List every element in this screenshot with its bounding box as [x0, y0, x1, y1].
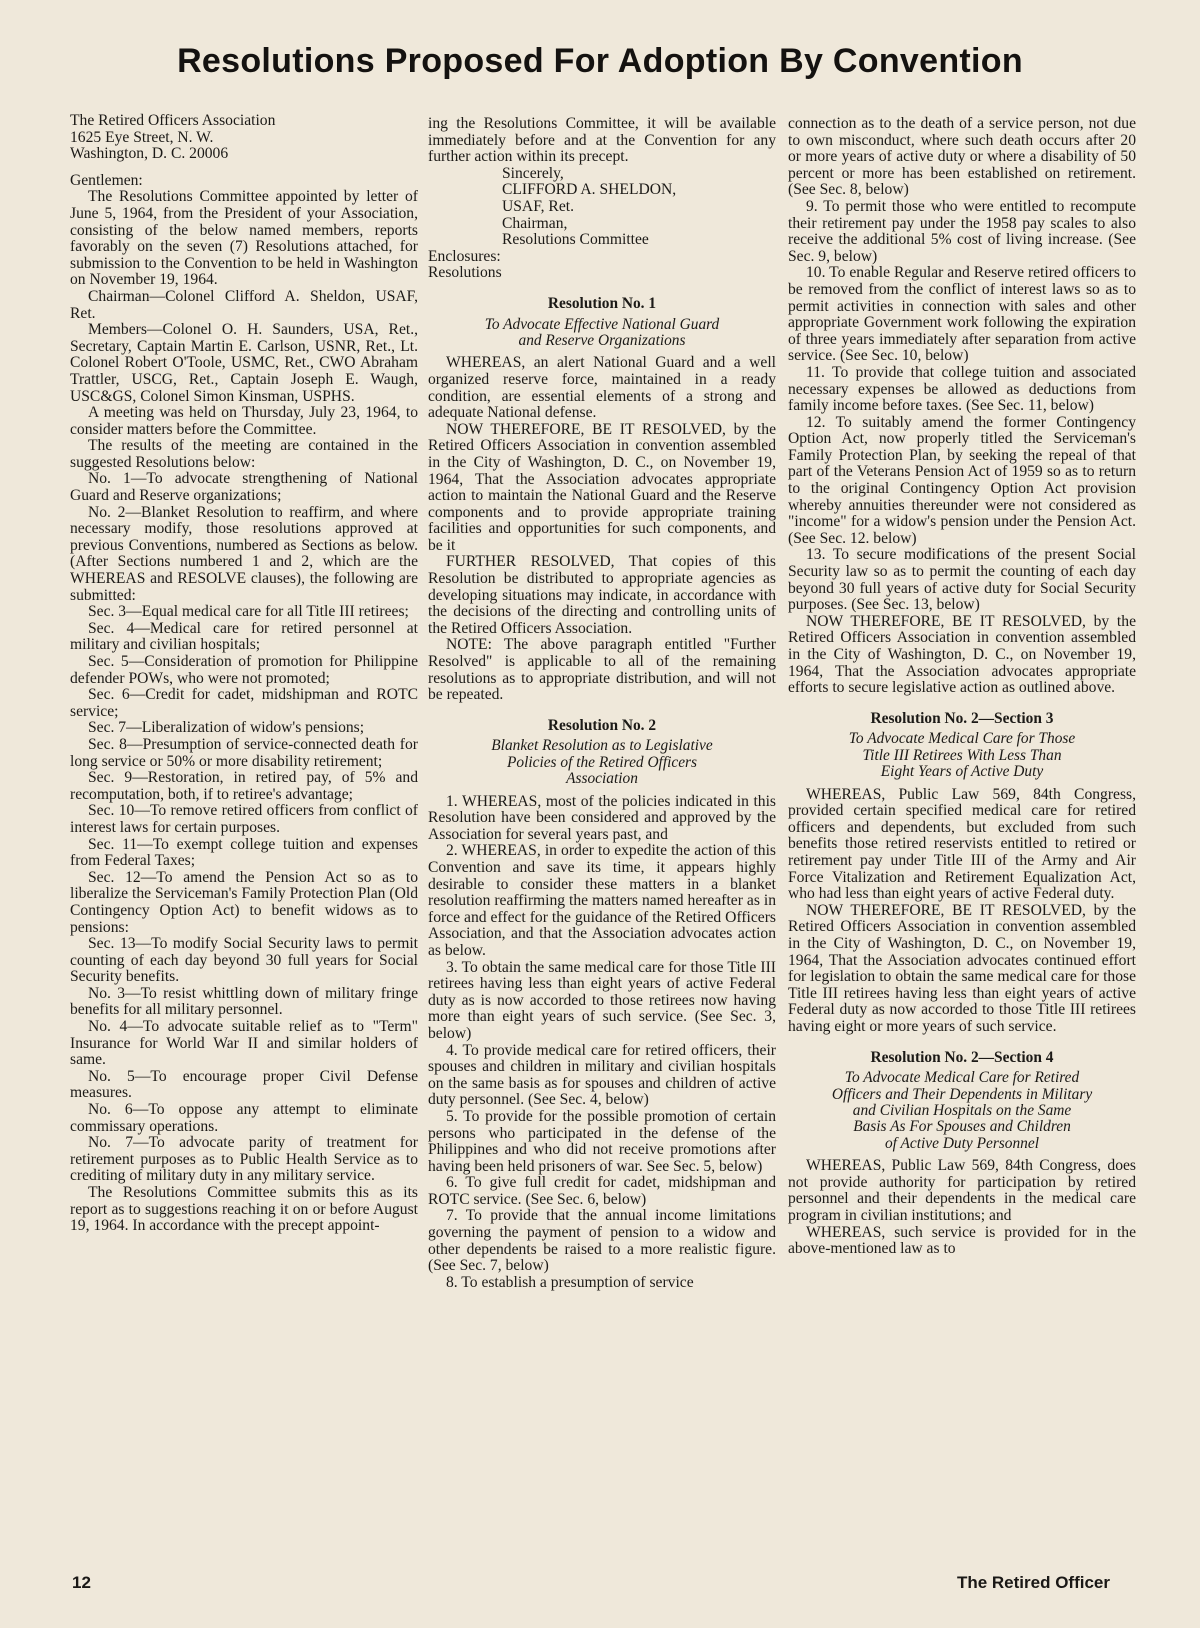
- enclosure-line: Enclosures:: [428, 247, 501, 265]
- paragraph: NOW THEREFORE, BE IT RESOLVED, by the Retired Officers Association in convention assembled in the City of Washington, D. C., on November 19, 1964, That the Association advocates appropriate efforts to secure legislative action as outlined above.: [788, 612, 1136, 697]
- subtitle-line: To Advocate Effective National Guard: [484, 315, 720, 333]
- paragraph: 4. To provide medical care for retired officers, their spouses and children in military and civilian hospitals on the same basis as for spouses and children of active duty personnel. (See Sec. 4, below): [428, 1041, 776, 1109]
- paragraph: 5. To provide for the possible promotion of certain persons who participated in the defense of the Philippines and who did not receive promotions after having been held prisoners of war. See Sec. 5, below): [428, 1107, 776, 1175]
- page-title: Resolutions Proposed For Adoption By Convention: [177, 42, 1023, 80]
- signature-line: CLIFFORD A. SHELDON,: [502, 181, 677, 199]
- address-block: [70, 113, 418, 163]
- paragraph: Sec. 9—Restoration, in retired pay, of 5% and recomputation, both, if to retiree's advantage;: [70, 769, 418, 803]
- paragraph: WHEREAS, Public Law 569, 84th Congress, does not provide authority for participation by retired personnel and their dependents in the medical care program in civilian institutions; and: [788, 1157, 1136, 1224]
- paragraph: Sec. 10—To remove retired officers from conflict of interest laws for certain purposes.: [70, 802, 418, 836]
- subtitle-line: and Reserve Organizations: [518, 331, 686, 349]
- paragraph: Sec. 5—Consideration of promotion for Philippine defender POWs, who were not promoted;: [70, 653, 418, 687]
- paragraph: Sec. 8—Presumption of service-connected death for long service or 50% or more disability retirement;: [70, 735, 418, 770]
- enclosure-line: Resolutions: [428, 264, 502, 282]
- paragraph: 12. To suitably amend the former Contingency Option Act, now properly titled the Serviceman's Family Protection Plan, by seeking the repeal of that part of the Veterans Pension Act of 1959 so as to return to the original Contingency Option Act provision whereby annuities thereunder were not considered as "income" for a widow's pension under the Pension Act. (See Sec. 12. below): [788, 413, 1136, 547]
- subtitle-line: Policies of the Retired Officers: [506, 753, 698, 771]
- paragraph: 3. To obtain the same medical care for those Title III retirees having less than eight years of active Federal duty as is now accorded to those retirees now having more than eight years of such service. (See Sec. 3, below): [428, 958, 776, 1042]
- signature-line: Sincerely,: [502, 164, 564, 182]
- salutation: Gentlemen:: [70, 171, 143, 189]
- paragraph: WHEREAS, Public Law 569, 84th Congress, provided certain specified medical care for retired officers and dependents, but excluded from such benefits those retired reservists entitled to retired or retirement pay under Title III of the Army and Air Force Vitalization and Retirement Equalization Act, who had less than eight years of active Federal duty.: [788, 785, 1136, 903]
- subtitle-line: To Advocate Medical Care for Those: [848, 730, 1076, 748]
- section-4-subtitle: [798, 1070, 1126, 1152]
- paragraph: Members—Colonel O. H. Saunders, USA, Ret., Secretary, Captain Martin E. Carlson, USNR, Ret., Lt. Colonel Robert O'Toole, USMC, Ret., CWO Abraham Trattler, USCG, Ret., Captain Joseph E. Waugh, USC&GS, Colonel Simon Kinsman, USPHS.: [70, 321, 418, 405]
- paragraph: No. 3—To resist whittling down of military fringe benefits for all military personnel.: [70, 984, 418, 1019]
- address-line: Washington, D. C. 20006: [70, 145, 229, 163]
- signature-line: Resolutions Committee: [502, 231, 649, 249]
- paragraph: 2. WHEREAS, in order to expedite the action of this Convention and save its time, it appears highly desirable to consider these matters in a blanket resolution reaffirming the matters named hereafter as in force and effect for the guidance of the Retired Officers Association, and that the Association advocates action as below.: [428, 842, 776, 959]
- paragraph: 13. To secure modifications of the present Social Security law so as to permit the counting of each day beyond 30 full years of active duty for Social Security purposes. (See Sec. 13, below): [788, 546, 1136, 614]
- subtitle-line: Basis As For Spouses and Children: [853, 1118, 1071, 1136]
- column-2: [428, 116, 776, 1291]
- paragraph: 10. To enable Regular and Reserve retired officers to be removed from the conflict of interest laws so as to permit activities in connection with sales and other appropriate Government work following the expiration of three years immediately after separation from active service. (See Sec. 10, below): [788, 264, 1136, 365]
- signature-line: Chairman,: [502, 214, 568, 232]
- subtitle-line: Title III Retirees With Less Than: [862, 746, 1062, 764]
- subtitle-line: Eight Years of Active Duty: [880, 763, 1044, 781]
- paragraph: No. 5—To encourage proper Civil Defense measures.: [70, 1067, 418, 1102]
- resolution-1-heading: Resolution No. 1: [547, 294, 657, 312]
- column-3: [788, 116, 1136, 1258]
- paragraph: Sec. 13—To modify Social Security laws to permit counting of each day beyond 30 full years for Social Security benefits.: [70, 935, 418, 986]
- subtitle-line: and Civilian Hospitals on the Same: [852, 1101, 1072, 1119]
- paragraph: Sec. 3—Equal medical care for all Title III retirees;: [88, 603, 409, 621]
- paragraph: No. 1—To advocate strengthening of National Guard and Reserve organizations;: [70, 470, 418, 505]
- subtitle-line: Blanket Resolution as to Legislative: [491, 737, 713, 755]
- paragraph: FURTHER RESOLVED, That copies of this Resolution be distributed to appropriate agencies as developing situations may indicate, in accordance with the decisions of the directing and controlling units of the Retired Officers Association.: [428, 553, 776, 637]
- address-line: 1625 Eye Street, N. W.: [70, 128, 214, 146]
- paragraph: ing the Resolutions Committee, it will be available immediately before and at the Convention for any further action within its precept.: [428, 115, 776, 166]
- subtitle-line: Association: [566, 770, 638, 788]
- paragraph: connection as to the death of a service person, not due to own misconduct, where such death occurs after 20 or more years of active duty or where a disability of 50 percent or more has been established on retirement. (See Sec. 8, below): [788, 115, 1136, 199]
- paragraph: Sec. 11—To exempt college tuition and expenses from Federal Taxes;: [70, 835, 418, 870]
- paragraph: WHEREAS, such service is provided for in the above-mentioned law as to: [788, 1223, 1136, 1258]
- signature-line: USAF, Ret.: [502, 197, 574, 215]
- paragraph: 6. To give full credit for cadet, midshipman and ROTC service. (See Sec. 6, below): [428, 1174, 776, 1208]
- paragraph: Sec. 6—Credit for cadet, midshipman and ROTC service;: [70, 686, 418, 720]
- paragraph: A meeting was held on Thursday, July 23, 1964, to consider matters before the Committee.: [70, 404, 418, 438]
- paragraph: Sec. 12—To amend the Pension Act so as to liberalize the Serviceman's Family Protection Plan (Old Contingency Option Act) to benefit widows as to pensions:: [70, 868, 418, 936]
- address-line: The Retired Officers Association: [70, 112, 276, 129]
- paragraph: 11. To provide that college tuition and associated necessary expenses be allowed as deductions from family income before taxes. (See Sec. 11, below): [788, 363, 1136, 415]
- paragraph: NOW THEREFORE, BE IT RESOLVED, by the Retired Officers Association in convention assembled in the City of Washington, D. C., on November 19, 1964, That the Association advocates appropriate action to maintain the National Guard and the Reserve components and to provide appropriate training facilities and opportunities for such components, and be it: [428, 420, 776, 554]
- paragraph: 7. To provide that the annual income limitations governing the payment of pension to a widow and other dependents be raised to a more realistic figure. (See Sec. 7, below): [428, 1207, 776, 1275]
- subtitle-line: of Active Duty Personnel: [884, 1134, 1039, 1152]
- page-number: 12: [72, 1573, 91, 1592]
- paragraph: No. 4—To advocate suitable relief as to "Term" Insurance for World War II and similar holders of same.: [70, 1018, 418, 1069]
- section-4-heading: Resolution No. 2—Section 4: [870, 1048, 1054, 1066]
- letter-body: [70, 189, 418, 1234]
- section-3-subtitle: [798, 731, 1126, 780]
- paragraph: No. 2—Blanket Resolution to reaffirm, and where necessary modify, those resolutions approved at previous Conventions, numbered as Sections as below. (After Sections numbered 1 and 2, which are the WHEREAS and RESOLVE clauses), the following are submitted:: [70, 503, 418, 604]
- paragraph: NOTE: The above paragraph entitled "Further Resolved" is applicable to all of the remaining resolutions as to appropriate distribution, and will not be repeated.: [428, 636, 776, 704]
- resolution-2-subtitle: [438, 738, 766, 787]
- paragraph: No. 7—To advocate parity of treatment for retirement purposes as to Public Health Service as to crediting of military duty in any military service.: [70, 1134, 418, 1185]
- section-3-heading: Resolution No. 2—Section 3: [870, 709, 1054, 727]
- paragraph: Sec. 4—Medical care for retired personnel at military and civilian hospitals;: [70, 619, 418, 654]
- resolution-2-heading: Resolution No. 2: [547, 716, 657, 734]
- subtitle-line: To Advocate Medical Care for Retired: [844, 1069, 1080, 1087]
- resolution-1-subtitle: [438, 317, 766, 350]
- paragraph: The Resolutions Committee submits this as its report as to suggestions reaching it on or before August 19, 1964. In accordance with the precept appoint-: [70, 1184, 418, 1235]
- paragraph: No. 6—To oppose any attempt to eliminate commissary operations.: [70, 1101, 418, 1135]
- paragraph: The Resolutions Committee appointed by letter of June 5, 1964, from the President of your Association, consisting of the below named members, reports favorably on the seven (7) Resolutions attached, for submission to the Convention to be held in Washington on November 19, 1964.: [70, 188, 418, 289]
- journal-name: The Retired Officer: [956, 1573, 1110, 1592]
- paragraph: Sec. 7—Liberalization of widow's pensions;: [88, 719, 365, 737]
- paragraph: NOW THEREFORE, BE IT RESOLVED, by the Retired Officers Association in convention assembled in the City of Washington, D. C., on November 19, 1964, That the Association advocates continued effort for legislation to obtain the same medical care for those Title III retirees having less than eight years of active Federal duty as now accorded to those Title III retirees having eight or more years of such service.: [788, 901, 1136, 1035]
- subtitle-line: Officers and Their Dependents in Military: [831, 1085, 1093, 1103]
- paragraph: 1. WHEREAS, most of the policies indicated in this Resolution have been considered and approved by the Association for several years past, and: [428, 792, 776, 843]
- paragraph: 9. To permit those who were entitled to recompute their retirement pay under the 1958 pay scales to also receive the additional 5% cost of living increase. (See Sec. 9, below): [788, 197, 1136, 265]
- column-1: [70, 113, 418, 1235]
- paragraph: The results of the meeting are contained in the suggested Resolutions below:: [70, 437, 418, 471]
- enclosures: [428, 249, 776, 282]
- signature-block: [428, 166, 776, 249]
- paragraph: 8. To establish a presumption of service: [446, 1273, 694, 1291]
- paragraph: Chairman—Colonel Clifford A. Sheldon, USAF, Ret.: [70, 287, 418, 322]
- paragraph: WHEREAS, an alert National Guard and a well organized reserve force, maintained in a ready condition, are essential elements of a strong and adequate National defense.: [428, 354, 776, 422]
